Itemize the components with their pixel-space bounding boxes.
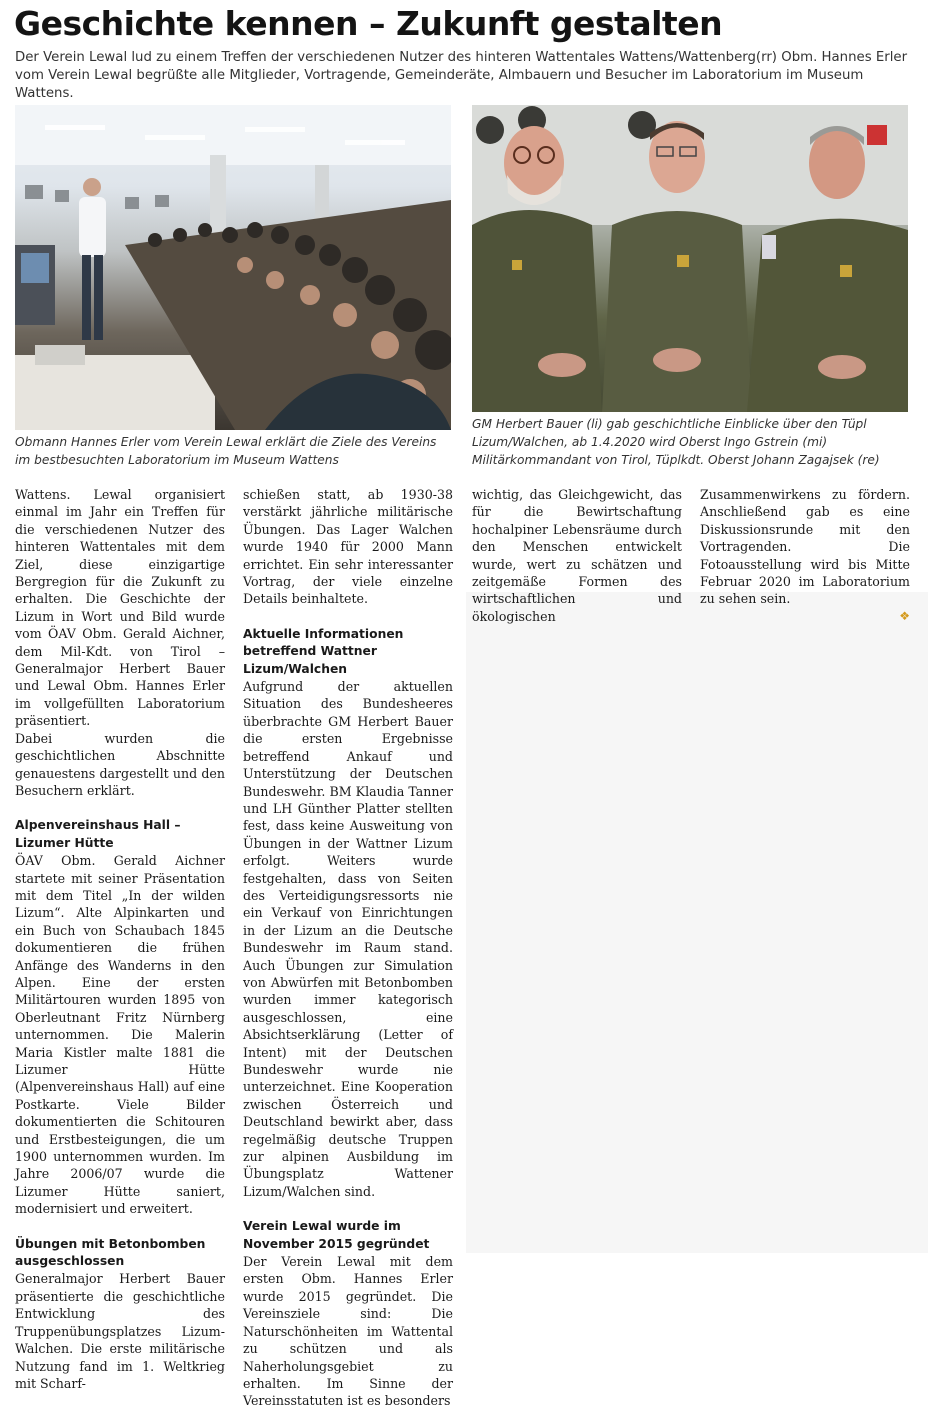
lecture-hall-illustration xyxy=(15,105,451,430)
empty-shaded-area xyxy=(466,592,928,1253)
subheading: Aktuelle Informationen betreffend Wattner Lizum/Walchen xyxy=(243,626,404,676)
paragraph: wichtig, das Gleichgewicht, das für die Bewirtschaftung hochalpiner Lebensräume durch den Menschen entwickelt wurde, wert zu schätzen und zeitgemäße Formen des wirtschaftlichen und ökologischen xyxy=(472,487,682,624)
officers-illustration xyxy=(472,105,908,412)
article-title: Geschichte kennen – Zukunft gestalten xyxy=(14,4,723,43)
paragraph: Aufgrund der aktuellen Situation des Bundesheeres überbrachte GM Herbert Bauer die ersten Ergebnisse betreffend Ankauf und Unterstützung der Deutschen Bundeswehr. BM Klaudia Tanner und LH Günther Platter stellten fest, dass keine Ausweitung von Übungen in der Wattner Lizum erfolgt. Weiters wurde festgehalten, dass von Seiten des Verteidigungsressorts nie ein Verkauf von Einrichtungen in der Lizum an die Deutsche Bundeswehr im Raum stand. Auch Übungen zur Simulation von Abwürfen mit Betonbomben wurden immer kategorisch ausgeschlossen, eine Absichtserklärung (Letter of Intent) mit der Deutschen Bundeswehr wurde nie unterzeichnet. Eine Kooperation zwischen Österreich und Deutschland bewirkt aber, dass regelmäßig deutsche Truppen zur alpinen Ausbildung im Übungsplatz Wattener Lizum/Walchen sind. xyxy=(243,679,453,1199)
paragraph: schießen statt, ab 1930-38 verstärkt jährliche militärische Übungen. Das Lager Walchen wurde 1940 für 2000 Mann errichtet. Ein sehr interessanter Vortrag, der viele einzelne Details beinhaltete. xyxy=(243,487,453,607)
speaker-figure xyxy=(79,178,106,340)
paragraph: Wattens. Lewal organisiert einmal im Jahr ein Treffen für die verschiedenen Nutzer des hinteren Wattentales mit dem Ziel, diese einzigartige Bergregion für die Zukunft zu erhalten. Die Geschichte der Lizum in Wort und Bild wurde vom ÖAV Obm. Gerald Aichner, dem Mil-Kdt. von Tirol – Generalmajor Herbert Bauer und Lewal Obm. Hannes Erler im vollgefüllten Laboratorium präsentiert. xyxy=(15,487,225,729)
photo-three-officers xyxy=(472,105,908,412)
text-column-1 xyxy=(15,486,225,1392)
text-column-4 xyxy=(700,486,910,625)
subheading: Alpenvereinshaus Hall – Lizumer Hütte xyxy=(15,818,181,850)
text-column-3 xyxy=(472,486,682,625)
subheading: Übungen mit Betonbomben ausgeschlossen xyxy=(15,1236,206,1269)
subheading: Verein Lewal wurde im November 2015 gegründet xyxy=(243,1219,430,1251)
photo-lecture-hall xyxy=(15,105,451,430)
article-lead: Der Verein Lewal lud zu einem Treffen der verschiedenen Nutzer des hinteren Wattentales Wattens/Wattenberg(rr) Obm. Hannes Erler vom Verein Lewal begrüßte alle Mitglieder, Vortragende, Gemeinderäte, Almbauern und Besucher im Laboratorium im Museum Wattens. xyxy=(15,50,908,101)
photo-caption-officers: GM Herbert Bauer (li) gab geschichtliche Einblicke über den Tüpl Lizum/Walchen, ab 1.4.2020 wird Oberst Ingo Gstrein (mi) Militärkommandant von Tirol, Tüplkdt. Oberst Johann Zagajsek (re) xyxy=(472,417,880,467)
paragraph: ÖAV Obm. Gerald Aichner startete mit seiner Präsentation mit dem Titel „In der wilden Lizum“. Alte Alpinkarten und ein Buch von Schaubach 1845 dokumentieren die frühen Anfänge des Wanderns in den Alpen. Eine der ersten Militärtouren wurden 1895 von Oberleutnant Fritz Nürnberg unternommen. Die Malerin Maria Kistler malte 1881 die Lizumer Hütte (Alpenvereinshaus Hall) auf eine Postkarte. Viele Bilder dokumentierten die Schitouren und Erstbesteigungen, die um 1900 unternommen wurden. Im Jahre 2006/07 wurde die Lizumer Hütte saniert, modernisiert und erweitert. xyxy=(15,853,225,1217)
paragraph: Generalmajor Herbert Bauer präsentierte die geschichtliche Entwicklung des Truppenübungsplatzes Lizum-Walchen. Die erste militärische Nutzung fand im 1. Weltkrieg mit Scharf- xyxy=(15,1271,225,1391)
photo-caption-lecture: Obmann Hannes Erler vom Verein Lewal erklärt die Ziele des Vereins im bestbesuchten Laboratorium im Museum Wattens xyxy=(15,435,437,467)
end-of-article-mark: ❖ xyxy=(899,608,910,623)
paragraph: Dabei wurden die geschichtlichen Abschnitte genauestens dargestellt und den Besuchern erklärt. xyxy=(15,730,225,798)
paragraph: Zusammenwirkens zu fördern. Anschließend gab es eine Diskussionsrunde mit den Vortragenden. Die Fotoausstellung wird bis Mitte Februar 2020 im Laboratorium zu sehen sein. xyxy=(700,487,910,607)
text-column-2 xyxy=(243,486,453,1410)
paragraph: Der Verein Lewal mit dem ersten Obm. Hannes Erler wurde 2015 gegründet. Die Vereinsziele sind: Die Naturschönheiten im Wattental zu schützen und als Naherholungsgebiet zu erhalten. Im Sinne der Vereinsstatuten ist es besonders xyxy=(243,1254,453,1409)
